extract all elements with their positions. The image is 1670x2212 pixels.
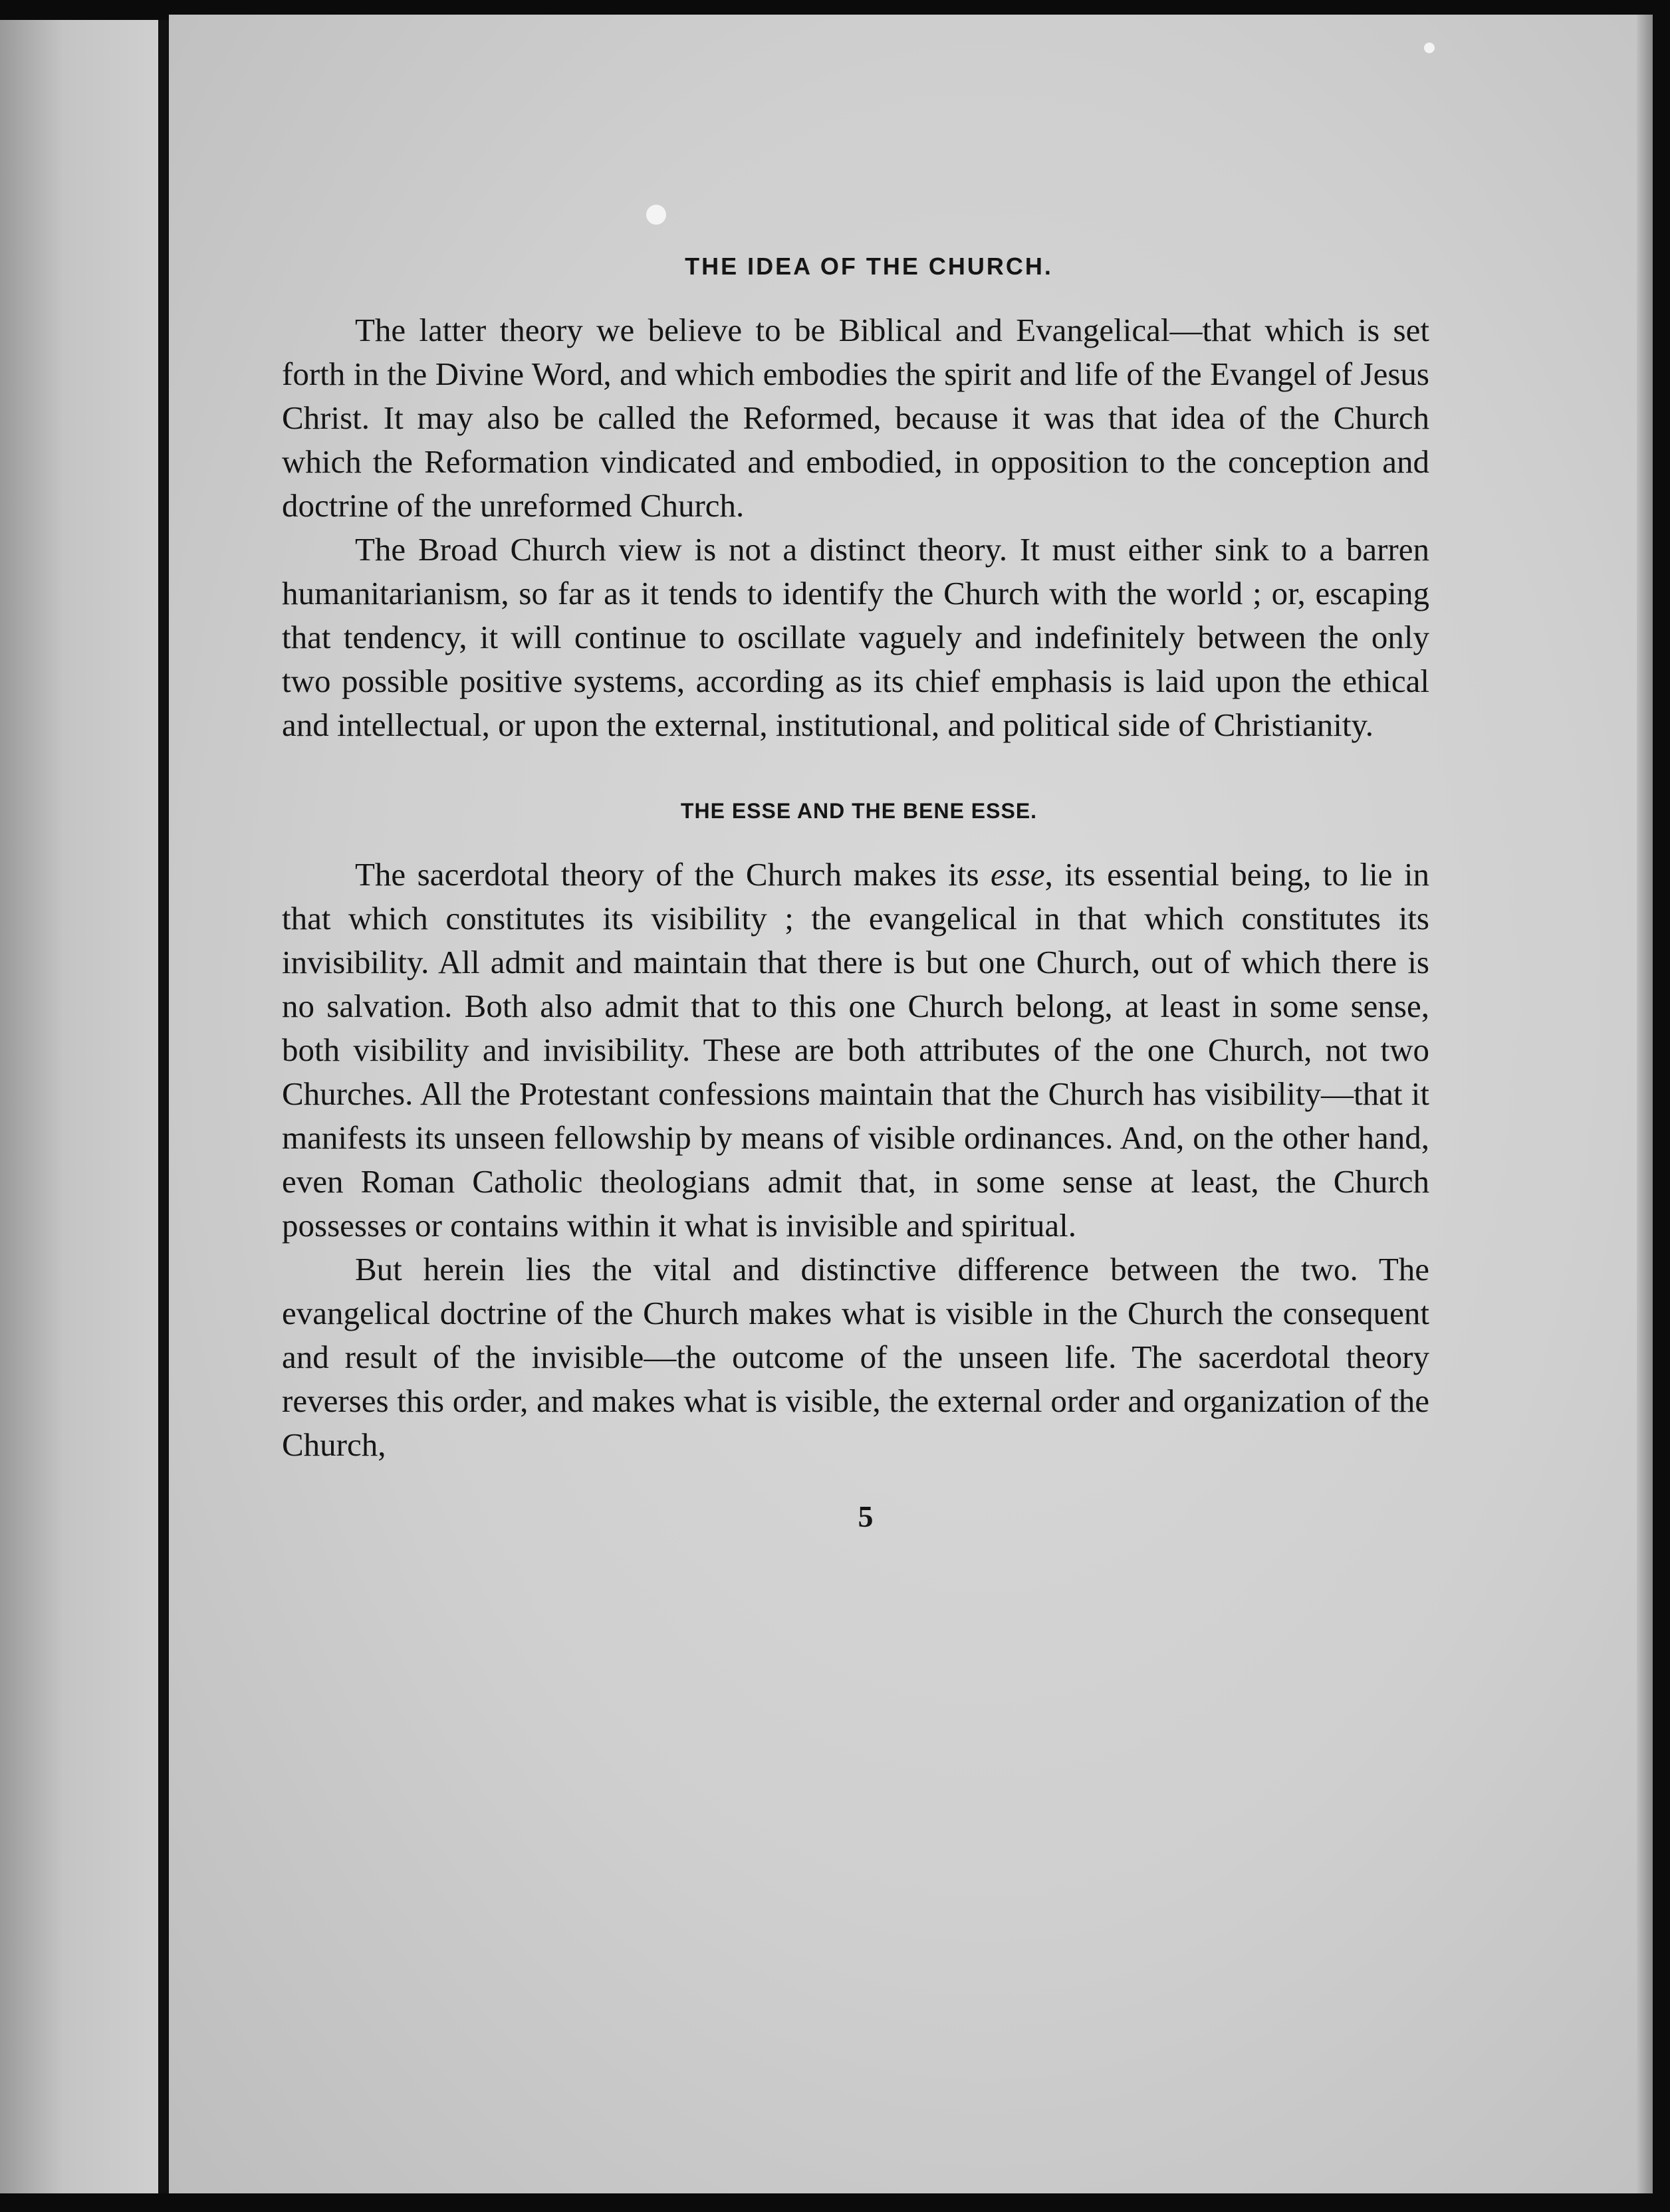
paragraph-text: , its essential being, to lie in that which constitutes its visibility ; the evangelical in that which constitutes its invisibility. All admit and maintain that there is but one Church, out of which there is no salvation. Both also admit that to this one Church belong, at least in some sense, both visibility and invisibility. These are both attributes of the one Church, not two Churches. All the Protestant confessions maintain that the Church has visibility—that it manifests its unseen fellowship by means of visible ordinances. And, on the other hand, even Roman Catholic theologians admit that, in some sense at least, the Church possesses or contains within it what is invisible and spiritual.: [282, 856, 1429, 1244]
page-number: 5: [858, 1499, 874, 1533]
paper-speck: [646, 205, 666, 225]
paper-speck: [1424, 43, 1435, 53]
italic-term: esse: [991, 856, 1045, 893]
paragraph: But herein lies the vital and distinctive difference between the two. The evangelical doctrine of the Church makes what is visible in the Church the consequent and result of the invisible—the outcome of the unseen life. The sacerdotal theory reverses this order, and makes what is visible, the external order and organization of the Church,: [282, 1251, 1429, 1463]
binding-gutter: [158, 20, 169, 2193]
running-head: THE IDEA OF THE CHURCH.: [685, 253, 1053, 280]
section-heading: THE ESSE AND THE BENE ESSE.: [680, 799, 1038, 823]
page-text: [282, 253, 1429, 1534]
paragraph: The Broad Church view is not a distinct theory. It must either sink to a barren humanitarianism, so far as it tends to identify the Church with the world ; or, escaping that tendency, it will continue to oscillate vaguely and indefinitely between the only two possible positive systems, according as its chief emphasis is laid upon the ethical and intellectual, or upon the external, institutional, and political side of Christianity.: [282, 531, 1429, 743]
paragraph: [282, 853, 1429, 1248]
page-edge-shadow: [1637, 15, 1653, 2193]
paragraph-text: The sacerdotal theory of the Church makes its: [355, 856, 991, 893]
paragraph: The latter theory we believe to be Biblical and Evangelical—that which is set forth in the Divine Word, and which embodies the spirit and life of the Evangel of Jesus Christ. It may also be called the Reformed, because it was that idea of the Church which the Reformation vindicated and embodied, in opposition to the conception and doctrine of the unreformed Church.: [282, 312, 1429, 524]
left-page-edge: [0, 20, 158, 2193]
